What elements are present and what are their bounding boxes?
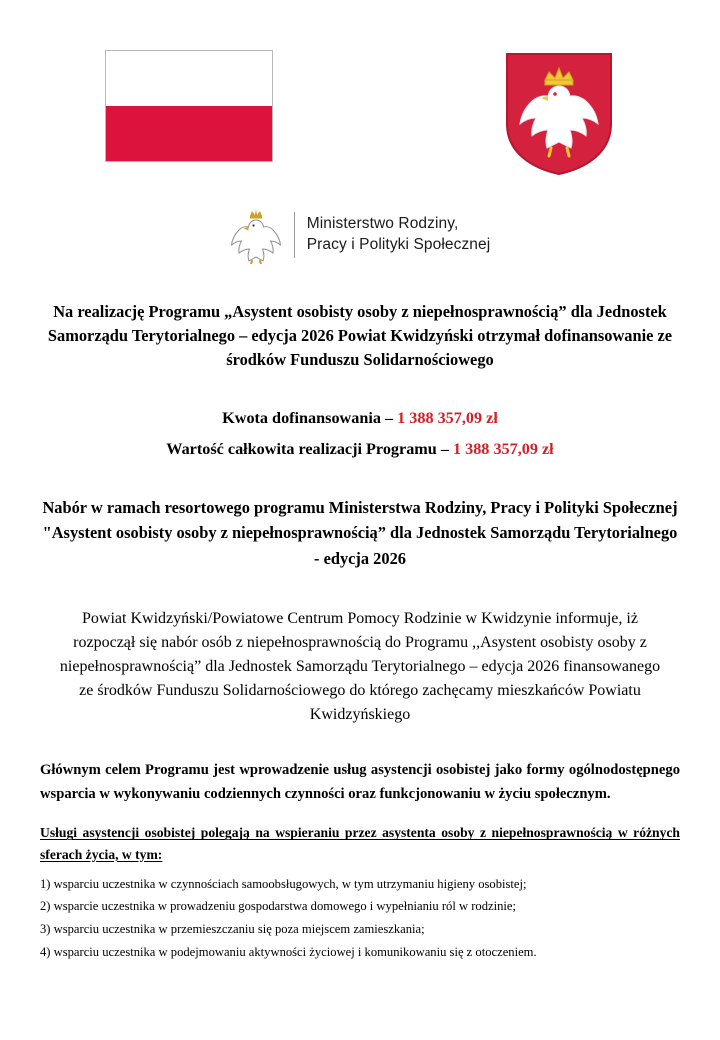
list-item: 4) wsparciu uczestnika w podejmowaniu aktywności życiowej i komunikowaniu się z otoczeniem.: [40, 945, 537, 960]
ministry-eagle-icon: [230, 206, 282, 264]
funding-figures: [38, 403, 682, 465]
list-item: 1) wsparciu uczestnika w czynnościach samoobsługowych, w tym utrzymaniu higieny osobistej;: [40, 876, 527, 891]
list-item: 2) wsparcie uczestnika w prowadzeniu gospodarstwa domowego i wypełnianiu ról w rodzinie;: [40, 899, 516, 914]
goal-paragraph: Głównym celem Programu jest wprowadzenie usług asystencji osobistej jako formy ogólnodostępnego wsparcia w wykonywaniu codziennych czynności oraz funkcjonowaniu w życiu społecznym.: [40, 762, 680, 802]
total-value-label: Wartość całkowita realizacji Programu –: [166, 440, 453, 459]
funding-amount-line: [38, 403, 682, 434]
ministry-name: [307, 214, 491, 256]
intro-paragraph: Na realizację Programu „Asystent osobisty osoby z niepełnosprawnością” dla Jednostek Samorządu Terytorialnego – edycja 2026 Powiat Kwidzyński otrzymał dofinansowanie ze środków Funduszu Solidarnościowego: [47, 302, 673, 369]
ministry-name-line1: Ministerstwo Rodziny,: [306, 215, 459, 233]
services-list: [38, 873, 682, 965]
info-paragraph: Powiat Kwidzyński/Powiatowe Centrum Pomocy Rodzinie w Kwidzynie informuje, iż rozpoczął się nabór osób z niepełnosprawnością do Programu ,,Asystent osobisty osoby z niepełnosprawnością” dla Jednostek Samorządu Terytorialnego – edycja 2026 finansowanego ze środków Funduszu Solidarnościowego do którego zachęcamy mieszkańców Powiatu Kwidzyńskiego: [59, 610, 661, 724]
flag-white-band: [106, 51, 272, 106]
document-content: [0, 300, 720, 964]
funding-amount-label: Kwota dofinansowania –: [222, 409, 398, 428]
ministry-logo-divider: [294, 212, 295, 258]
emblems-row: [0, 0, 720, 178]
flag-red-band: [106, 106, 272, 161]
list-item: 3) wsparciu uczestnika w przemieszczaniu się poza miejscem zamieszkania;: [40, 922, 425, 937]
ministry-logo: [0, 206, 720, 264]
recruitment-paragraph: Nabór w ramach resortowego programu Ministerstwa Rodziny, Pracy i Polityki Społecznej "Asystent osobisty osoby z niepełnosprawnością” dla Jednostek Samorządu Terytorialnego - edycja 2026: [42, 497, 678, 568]
funding-amount-value: 1 388 357,09 zł: [397, 409, 498, 428]
flag-of-poland: [105, 50, 273, 162]
services-heading: Usługi asystencji osobistej polegają na wspieraniu przez asystenta osoby z niepełnosprawnością w różnych sferach życia, w tym:: [40, 825, 680, 862]
ministry-name-line2: Pracy i Polityki Społecznej: [306, 236, 491, 253]
total-value-value: 1 388 357,09 zł: [452, 440, 554, 459]
total-value-line: [38, 434, 682, 465]
coat-of-arms-of-poland: [503, 50, 615, 178]
